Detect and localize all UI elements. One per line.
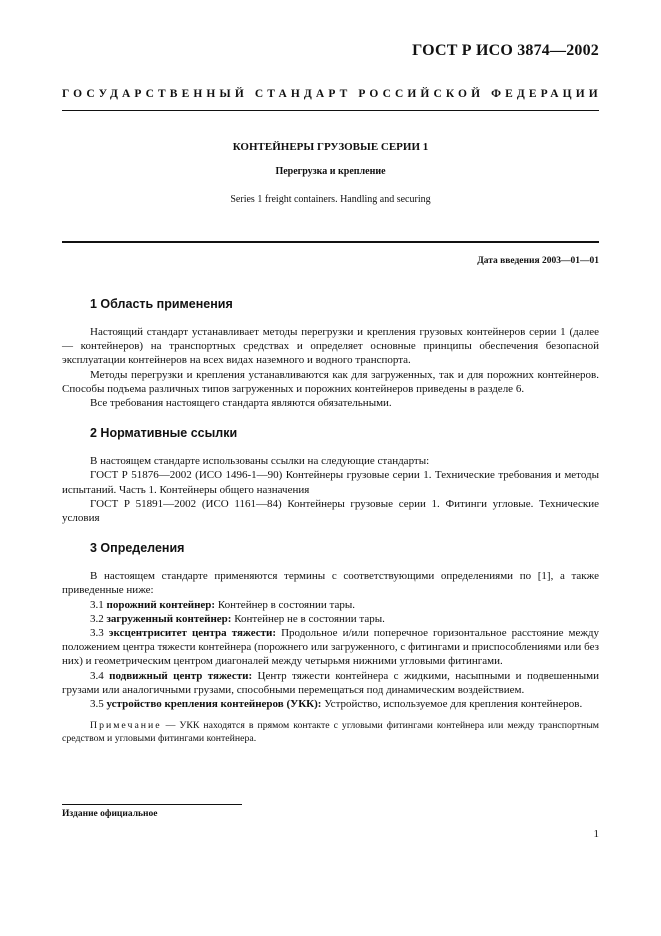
- reference-item: ГОСТ Р 51891—2002 (ИСО 1161—84) Контейнеры грузовые серии 1. Фитинги угловые. Технические условия: [62, 497, 599, 525]
- reference-item: ГОСТ Р 51876—2002 (ИСО 1496-1—90) Контейнеры грузовые серии 1. Технические требования и методы испытаний. Часть 1. Контейнеры общего назначения: [62, 469, 599, 496]
- definition-term: порожний контейнер:: [106, 598, 216, 611]
- page-number: 1: [593, 828, 599, 840]
- definition-number: 3.5: [90, 698, 104, 711]
- footer-divider: [62, 804, 242, 805]
- note-text: — УКК находятся в прямом контакте с угловыми фитингами контейнера или между транспортным средством и угловыми фитингами контейнера.: [62, 720, 599, 745]
- definition-text: Продольное и/или поперечное горизонтальное расстояние между положением центра тяжести контейнера (порожнего или загруженного, с фитингами и приспособлениями или без них) и геометрическим центром диагоналей между четырьмя нижними угловыми фитингами.: [62, 627, 600, 668]
- document-title-english: Series 1 freight containers. Handling and securing: [230, 194, 431, 205]
- section-references: [62, 425, 599, 525]
- title-divider: [62, 241, 599, 243]
- definition-term: загруженный контейнер:: [106, 612, 232, 625]
- document-code: ГОСТ Р ИСО 3874—2002: [412, 42, 599, 59]
- note: [62, 719, 599, 745]
- definition-term: эксцентриситет центра тяжести:: [108, 627, 277, 640]
- edition-label: Издание официальное: [62, 809, 158, 819]
- document-title: КОНТЕЙНЕРЫ ГРУЗОВЫЕ СЕРИИ 1: [232, 141, 429, 153]
- document-body: [62, 296, 599, 760]
- definition-number: 3.3: [90, 627, 104, 640]
- definition-number: 3.1: [90, 598, 104, 611]
- definition-text: Контейнер в состоянии тары.: [215, 598, 355, 611]
- definition-item: [62, 612, 599, 626]
- definition-item: [62, 626, 599, 669]
- section-scope: [62, 296, 599, 410]
- definition-number: 3.4: [90, 669, 104, 682]
- definition-term: устройство крепления контейнеров (УКК):: [106, 698, 322, 711]
- note-label: Примечание: [90, 720, 162, 732]
- paragraph: В настоящем стандарте применяются термины с соответствующими определениями по [1], а также приведенные ниже:: [62, 570, 599, 597]
- definition-number: 3.2: [90, 612, 104, 625]
- paragraph: Методы перегрузки и крепления устанавливаются как для загруженных, так и для порожних контейнеров. Способы подъема различных типов загруженных и порожних контейнеров приведены в разделе 6.: [62, 368, 599, 395]
- section-heading: 2 Нормативные ссылки: [90, 426, 238, 441]
- definition-term: подвижный центр тяжести:: [109, 669, 253, 682]
- paragraph: Настоящий стандарт устанавливает методы перегрузки и крепления грузовых контейнеров серии 1 (далее — контейнеров) на транспортных средствах и определяет основные принципы обеспечения безопасной эксплуатации контейнеров на всех видах наземного и водного транспорта.: [62, 326, 599, 367]
- definition-text: Контейнер не в состоянии тары.: [231, 612, 385, 625]
- definition-item: [62, 697, 599, 711]
- document-subtitle: Перегрузка и крепление: [275, 166, 386, 177]
- definition-item: [62, 669, 599, 697]
- state-standard-title: ГОСУДАРСТВЕННЫЙ СТАНДАРТ РОССИЙСКОЙ ФЕДЕРАЦИИ: [62, 88, 602, 100]
- definition-text: Устройство, используемое для крепления контейнеров.: [321, 698, 583, 711]
- section-definitions: [62, 540, 599, 745]
- paragraph: В настоящем стандарте использованы ссылки на следующие стандарты:: [90, 455, 430, 468]
- header-divider: [62, 110, 599, 111]
- section-heading: 3 Определения: [90, 541, 185, 556]
- definition-item: [62, 598, 599, 612]
- definition-text: Центр тяжести контейнера с жидкими, насыпными и подвешенными грузами или аналогичными грузами, способными перемещаться под динамическим воздействием.: [62, 669, 599, 696]
- paragraph: Все требования настоящего стандарта являются обязательными.: [90, 397, 392, 410]
- section-heading: 1 Область применения: [90, 297, 233, 311]
- introduction-date: Дата введения 2003—01—01: [477, 256, 599, 266]
